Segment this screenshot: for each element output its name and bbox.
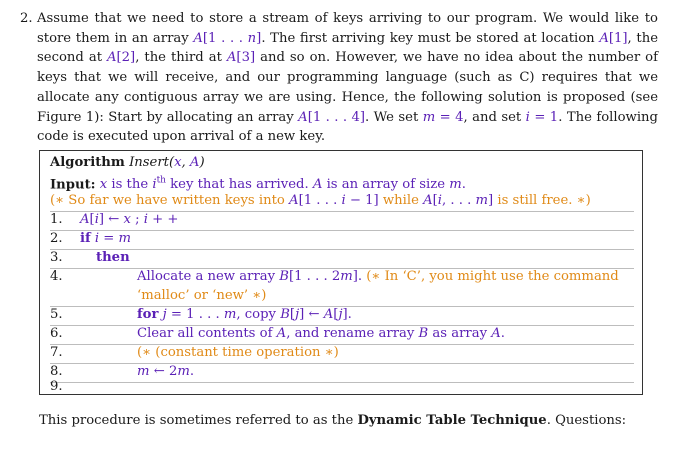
algorithm-title [50, 153, 205, 172]
footer-term: Dynamic Table Technique [357, 413, 547, 428]
keyword-if: if [80, 231, 91, 246]
keyword-for: for [137, 307, 159, 322]
line-code: Allocate a new array B[1 . . . 2m]. (∗ In ‘C’, you might use the command [137, 269, 619, 284]
footer-text [39, 411, 626, 430]
line-code [96, 248, 130, 267]
input-text: x is the $i^{th}$ key that has arrived. A is an array of size m. [99, 176, 466, 193]
line-number: 8. [50, 364, 63, 379]
line-number: 9. [50, 379, 63, 394]
intro-line-3: second at A[2], the third at A[3] and so on. However, we have no idea about the number [37, 50, 641, 66]
input-label: Input: [50, 177, 96, 193]
keyword-then: then [96, 250, 130, 265]
intro-line-4: of keys that we will receive, and our programming language (such as C) requires that we [37, 50, 658, 86]
algorithm-label: Algorithm [50, 155, 125, 170]
algorithm-comment: (∗ So far we have written keys into A[1 . . . i − 1] while A[i, . . . m] is still free. ∗) [50, 193, 591, 208]
divider [50, 230, 634, 231]
intro-line-5: allocate any contiguous array we are using. Hence, the following solution is proposed (see [37, 89, 658, 105]
intro-line-6: Figure 1): Start by allocating an array A[1 . . . 4]. We set m = 4, and set i = 1. The [37, 109, 592, 125]
line-code: m ← 2m. [137, 364, 195, 379]
line-number: 5. [50, 307, 63, 322]
line-number: 4. [50, 269, 63, 284]
divider [50, 382, 634, 383]
line-code: if i = m [80, 231, 132, 246]
intro-line-1: Assume that we need to store a stream of keys arriving to our program. We would like to [37, 11, 658, 26]
line-comment: (∗ (constant time operation ∗) [137, 345, 339, 360]
algorithm-name: Insert(x, A) [129, 155, 205, 170]
line-number: 2. [50, 231, 63, 246]
line-number: 3. [50, 250, 63, 265]
divider [50, 249, 634, 250]
problem-number: 2. [20, 11, 33, 26]
line-number: 7. [50, 345, 63, 360]
line-number: 1. [50, 212, 63, 227]
algorithm-box [39, 150, 643, 395]
footer-after: . Questions: [546, 413, 627, 428]
problem-intro [37, 9, 658, 147]
line-comment: ‘malloc’ or ‘new’ ∗) [137, 288, 267, 303]
intro-line-2: store them in an array A[1 . . . n]. The first arriving key must be stored at location A[1], the [37, 30, 658, 46]
line-number: 6. [50, 326, 63, 341]
intro-line-7: following code is executed upon arrival of a new key. [37, 109, 658, 145]
footer-before: This procedure is sometimes referred to as the [39, 413, 358, 428]
line-code: A[i] ← x ; i + + [80, 212, 179, 227]
line-code: Clear all contents of A, and rename array B as array A. [137, 326, 505, 341]
line-code: for j = 1 . . . m, copy B[j] ← A[j]. [137, 307, 352, 322]
